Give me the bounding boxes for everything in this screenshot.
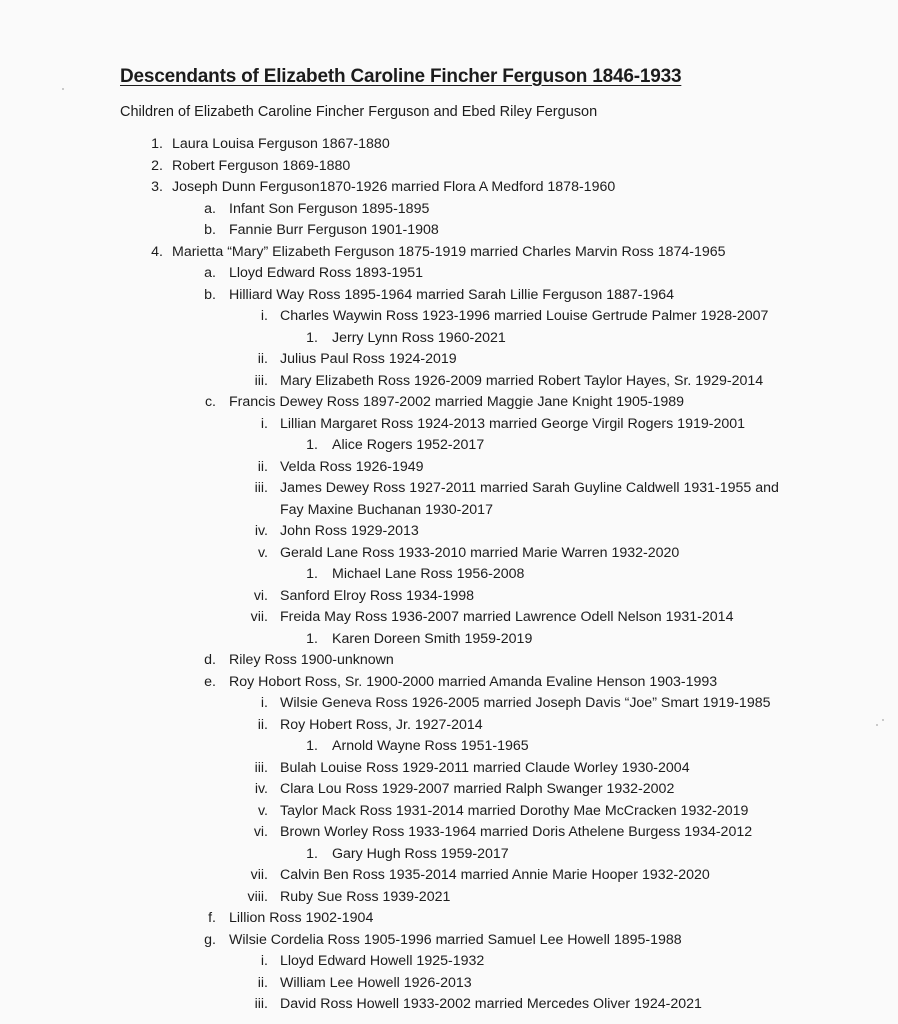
list-text: Freida May Ross 1936-2007 married Lawrence Odell Nelson 1931-2014 [280, 609, 734, 625]
list-text: Brown Worley Ross 1933-1964 married Doris Athelene Burgess 1934-2012 [280, 824, 753, 840]
list-text: Charles Waywin Ross 1923-1996 married Louise Gertrude Palmer 1928-2007 [280, 308, 769, 324]
list-marker: vi. [253, 824, 268, 840]
list-text: Taylor Mack Ross 1931-2014 married Dorothy Mae McCracken 1932-2019 [280, 803, 749, 819]
list-text: Gerald Lane Ross 1933-2010 married Marie Warren 1932-2020 [280, 545, 680, 561]
list-marker: vi. [253, 588, 268, 604]
list-text: Infant Son Ferguson 1895-1895 [229, 201, 430, 217]
list-marker: b. [204, 287, 216, 303]
list-marker: g. [204, 932, 216, 948]
list-marker: 2. [151, 158, 163, 174]
list-text: Riley Ross 1900-unknown [229, 652, 394, 668]
list-text: Ruby Sue Ross 1939-2021 [280, 889, 451, 905]
list-marker: iv. [254, 781, 268, 797]
list-marker: i. [260, 416, 268, 432]
list-marker: v. [258, 545, 268, 561]
list-text: Velda Ross 1926-1949 [280, 459, 424, 475]
list-text: Bulah Louise Ross 1929-2011 married Claude Worley 1930-2004 [280, 760, 690, 776]
list-marker: ii. [257, 351, 268, 367]
list-text: Clara Lou Ross 1929-2007 married Ralph Swanger 1932-2002 [280, 781, 675, 797]
list-marker: f. [208, 910, 216, 926]
list-text: Julius Paul Ross 1924-2019 [280, 351, 457, 367]
list-text: Fay Maxine Buchanan 1930-2017 [280, 502, 493, 518]
list-text: Wilsie Cordelia Ross 1905-1996 married Samuel Lee Howell 1895-1988 [229, 932, 682, 948]
list-text: Marietta “Mary” Elizabeth Ferguson 1875-1919 married Charles Marvin Ross 1874-1965 [172, 244, 726, 260]
list-marker: 3. [151, 179, 163, 195]
list-text: Francis Dewey Ross 1897-2002 married Maggie Jane Knight 1905-1989 [229, 394, 685, 410]
scan-speck [62, 88, 64, 90]
list-text: Arnold Wayne Ross 1951-1965 [332, 738, 529, 754]
list-text: Michael Lane Ross 1956-2008 [332, 566, 525, 582]
list-marker: ii. [257, 717, 268, 733]
scan-speck [882, 719, 884, 721]
list-marker: 4. [151, 244, 163, 260]
list-text: John Ross 1929-2013 [280, 523, 419, 539]
list-text: Calvin Ben Ross 1935-2014 married Annie Marie Hooper 1932-2020 [280, 867, 710, 883]
list-text: Lillion Ross 1902-1904 [229, 910, 374, 926]
list-marker: iv. [254, 523, 268, 539]
list-marker: v. [258, 803, 268, 819]
list-marker: b. [204, 222, 216, 238]
list-text: Roy Hobert Ross, Jr. 1927-2014 [280, 717, 483, 733]
list-marker: 1. [306, 738, 318, 754]
list-marker: c. [204, 394, 216, 410]
list-marker: viii. [247, 889, 268, 905]
list-text: Jerry Lynn Ross 1960-2021 [332, 330, 506, 346]
list-marker: i. [260, 953, 268, 969]
list-marker: vii. [250, 609, 268, 625]
list-text: Lloyd Edward Howell 1925-1932 [280, 953, 485, 969]
list-marker: 1. [306, 437, 318, 453]
list-text: Gary Hugh Ross 1959-2017 [332, 846, 509, 862]
list-text: Alice Rogers 1952-2017 [332, 437, 485, 453]
list-text: Roy Hobort Ross, Sr. 1900-2000 married Amanda Evaline Henson 1903-1993 [229, 674, 718, 690]
list-marker: i. [260, 695, 268, 711]
list-text: Fannie Burr Ferguson 1901-1908 [229, 222, 439, 238]
list-marker: iii. [254, 996, 268, 1012]
list-marker: iii. [254, 480, 268, 496]
list-marker: 1. [306, 566, 318, 582]
list-marker: 1. [306, 330, 318, 346]
list-marker: ii. [257, 975, 268, 991]
list-marker: 1. [306, 846, 318, 862]
list-marker: d. [204, 652, 216, 668]
list-text: Karen Doreen Smith 1959-2019 [332, 631, 533, 647]
list-text: Mary Elizabeth Ross 1926-2009 married Robert Taylor Hayes, Sr. 1929-2014 [280, 373, 764, 389]
list-text: Sanford Elroy Ross 1934-1998 [280, 588, 475, 604]
list-marker: e. [204, 674, 216, 690]
list-marker: a. [204, 265, 216, 281]
list-text: Lillian Margaret Ross 1924-2013 married George Virgil Rogers 1919-2001 [280, 416, 746, 432]
list-text: William Lee Howell 1926-2013 [280, 975, 472, 991]
list-text: Joseph Dunn Ferguson1870-1926 married Flora A Medford 1878-1960 [172, 179, 616, 195]
list-text: Hilliard Way Ross 1895-1964 married Sarah Lillie Ferguson 1887-1964 [229, 287, 675, 303]
list-marker: 1. [151, 136, 163, 152]
list-marker: 1. [306, 631, 318, 647]
list-text: Laura Louisa Ferguson 1867-1880 [172, 136, 390, 152]
list-marker: vii. [250, 867, 268, 883]
list-text: Wilsie Geneva Ross 1926-2005 married Joseph Davis “Joe” Smart 1919-1985 [280, 695, 771, 711]
list-text: James Dewey Ross 1927-2011 married Sarah Guyline Caldwell 1931-1955 and [280, 480, 779, 496]
list-text: Robert Ferguson 1869-1880 [172, 158, 351, 174]
list-marker: i. [260, 308, 268, 324]
list-marker: ii. [257, 459, 268, 475]
list-marker: a. [204, 201, 216, 217]
page-subtitle: Children of Elizabeth Caroline Fincher Ferguson and Ebed Riley Ferguson [120, 104, 598, 120]
page-title: Descendants of Elizabeth Caroline Fincher Ferguson 1846-1933 [120, 66, 682, 87]
list-text: Lloyd Edward Ross 1893-1951 [229, 265, 424, 281]
list-text: David Ross Howell 1933-2002 married Mercedes Oliver 1924-2021 [280, 996, 702, 1012]
list-marker: iii. [254, 373, 268, 389]
list-marker: iii. [254, 760, 268, 776]
scan-speck [876, 724, 878, 726]
